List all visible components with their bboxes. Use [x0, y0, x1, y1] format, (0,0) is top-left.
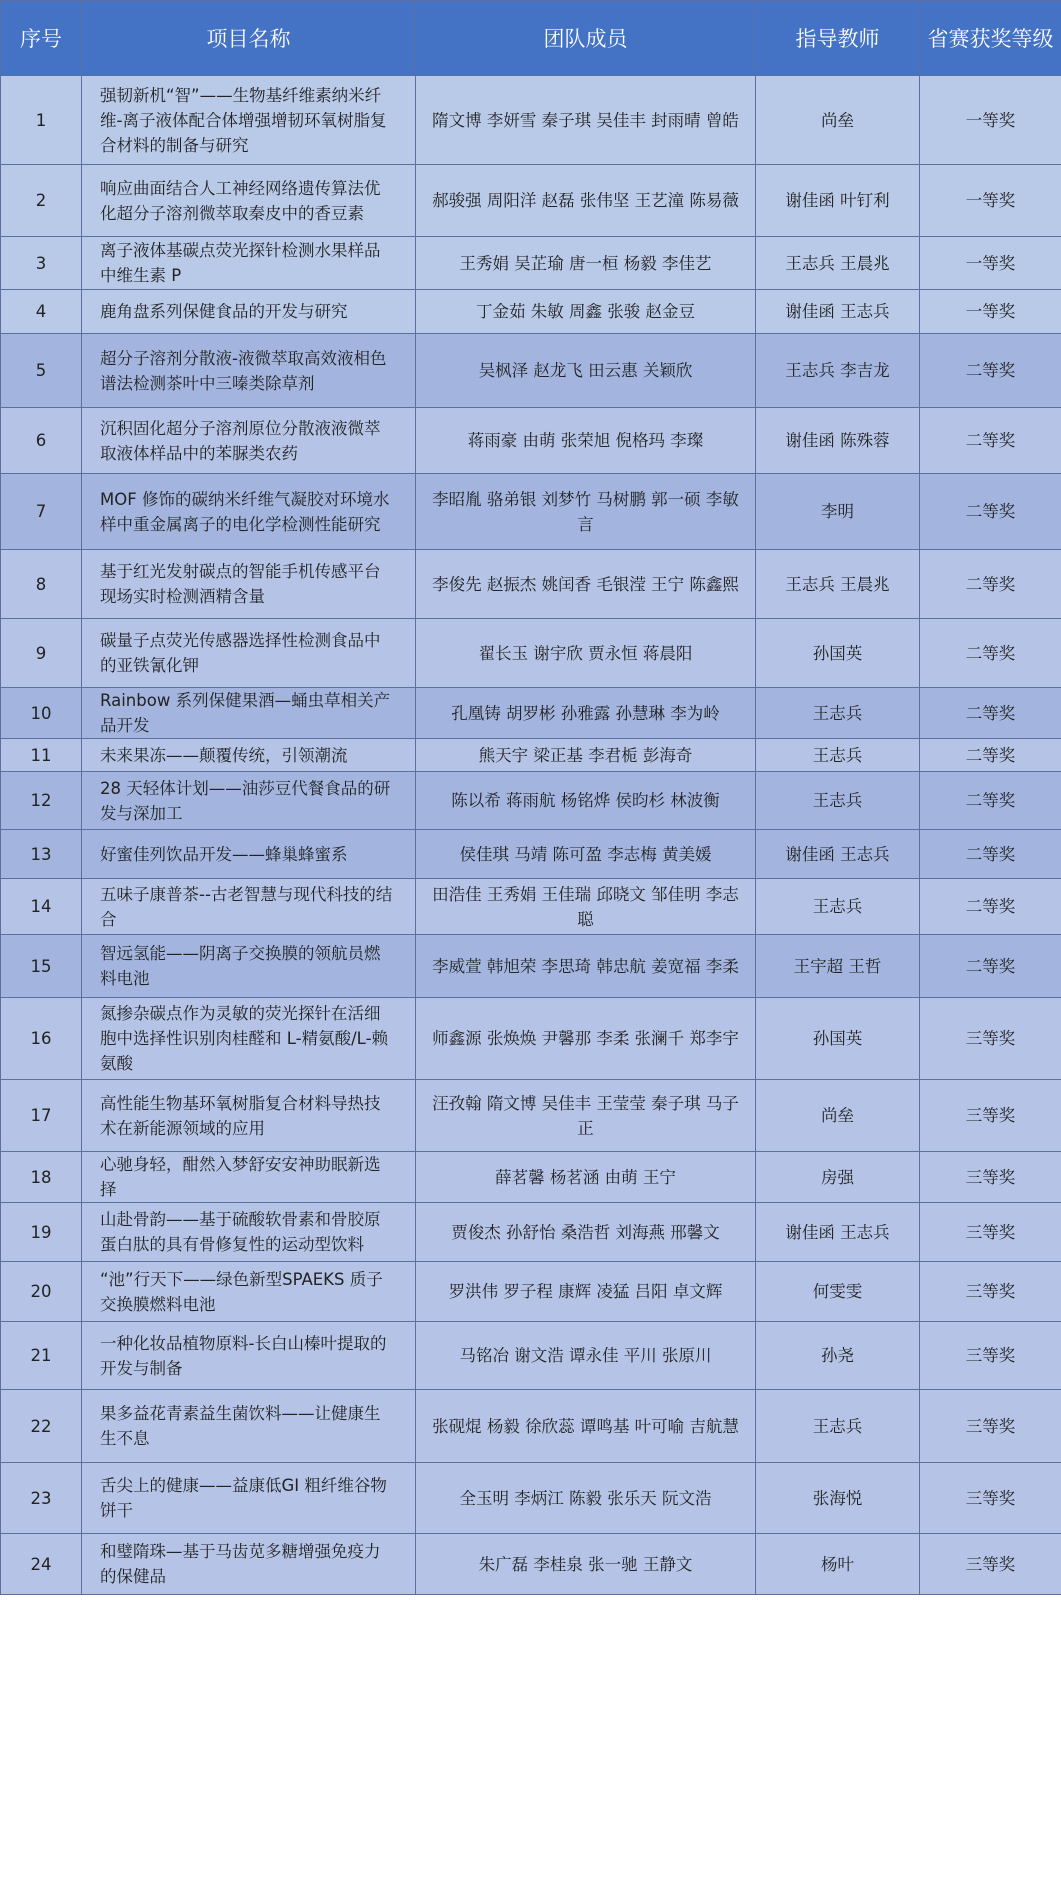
table-row	[1, 474, 1061, 550]
cell-members: 李昭胤 骆弟银 刘梦竹 马树鹏 郭一硕 李敏言	[416, 474, 756, 550]
cell-award: 一等奖	[920, 290, 1061, 334]
cell-number: 18	[1, 1152, 82, 1203]
cell-number: 5	[1, 334, 82, 408]
cell-project: “池”行天下——绿色新型SPAEKS 质子交换膜燃料电池	[82, 1262, 416, 1322]
cell-number: 16	[1, 998, 82, 1080]
table-row	[1, 290, 1061, 334]
cell-members: 师鑫源 张焕焕 尹馨那 李柔 张澜千 郑李宇	[416, 998, 756, 1080]
cell-award: 三等奖	[920, 1534, 1061, 1595]
cell-teacher: 谢佳函 叶钉利	[756, 165, 920, 237]
cell-project: 离子液体基碳点荧光探针检测水果样品中维生素 P	[82, 237, 416, 290]
cell-members: 李俊先 赵振杰 姚闰香 毛银滢 王宁 陈鑫熙	[416, 550, 756, 619]
cell-members: 张砚焜 杨毅 徐欣蕊 谭鸣基 叶可喻 吉航慧	[416, 1390, 756, 1463]
cell-project: 基于红光发射碳点的智能手机传感平台现场实时检测酒精含量	[82, 550, 416, 619]
table-row	[1, 334, 1061, 408]
table-row	[1, 408, 1061, 474]
cell-teacher: 何雯雯	[756, 1262, 920, 1322]
header-row	[1, 1, 1061, 76]
cell-members: 罗洪伟 罗子程 康辉 凌猛 吕阳 卓文辉	[416, 1262, 756, 1322]
cell-number: 13	[1, 830, 82, 879]
table-row	[1, 1080, 1061, 1152]
cell-members: 田浩佳 王秀娟 王佳瑞 邱晓文 邹佳明 李志聪	[416, 879, 756, 935]
table-row	[1, 998, 1061, 1080]
cell-project: 碳量子点荧光传感器选择性检测食品中的亚铁氰化钾	[82, 619, 416, 688]
cell-members: 贾俊杰 孙舒怡 桑浩哲 刘海燕 邢馨文	[416, 1203, 756, 1262]
cell-teacher: 张海悦	[756, 1463, 920, 1534]
cell-project: 强韧新机“智”——生物基纤维素纳米纤维-离子液体配合体增强增韧环氧树脂复合材料的制备与研究	[82, 76, 416, 165]
cell-award: 二等奖	[920, 739, 1061, 772]
cell-number: 8	[1, 550, 82, 619]
table-row	[1, 1534, 1061, 1595]
cell-award: 二等奖	[920, 334, 1061, 408]
cell-award: 三等奖	[920, 1152, 1061, 1203]
cell-members: 薛茗馨 杨茗涵 由萌 王宁	[416, 1152, 756, 1203]
cell-teacher: 王志兵	[756, 879, 920, 935]
table-row	[1, 935, 1061, 998]
cell-project: 一种化妆品植物原料-长白山榛叶提取的开发与制备	[82, 1322, 416, 1390]
table-body	[1, 76, 1061, 1595]
cell-number: 9	[1, 619, 82, 688]
cell-award: 三等奖	[920, 1390, 1061, 1463]
cell-award: 二等奖	[920, 830, 1061, 879]
table-row	[1, 688, 1061, 739]
cell-project: 响应曲面结合人工神经网络遗传算法优化超分子溶剂微萃取秦皮中的香豆素	[82, 165, 416, 237]
cell-number: 19	[1, 1203, 82, 1262]
cell-teacher: 王志兵 王晨兆	[756, 237, 920, 290]
table-row	[1, 1463, 1061, 1534]
cell-project: 高性能生物基环氧树脂复合材料导热技术在新能源领域的应用	[82, 1080, 416, 1152]
cell-number: 15	[1, 935, 82, 998]
cell-project: 28 天轻体计划——油莎豆代餐食品的研发与深加工	[82, 772, 416, 830]
cell-number: 4	[1, 290, 82, 334]
cell-project: 鹿角盘系列保健食品的开发与研究	[82, 290, 416, 334]
cell-teacher: 谢佳函 陈殊蓉	[756, 408, 920, 474]
cell-award: 三等奖	[920, 1203, 1061, 1262]
cell-number: 14	[1, 879, 82, 935]
cell-teacher: 尚垒	[756, 1080, 920, 1152]
table-row	[1, 1152, 1061, 1203]
table-row	[1, 739, 1061, 772]
cell-number: 12	[1, 772, 82, 830]
cell-award: 三等奖	[920, 998, 1061, 1080]
cell-teacher: 孙国英	[756, 998, 920, 1080]
cell-teacher: 谢佳函 王志兵	[756, 290, 920, 334]
cell-award: 一等奖	[920, 165, 1061, 237]
cell-award: 二等奖	[920, 474, 1061, 550]
cell-project: 果多益花青素益生菌饮料——让健康生生不息	[82, 1390, 416, 1463]
cell-members: 隋文博 李妍雪 秦子琪 吴佳丰 封雨晴 曾皓	[416, 76, 756, 165]
cell-award: 三等奖	[920, 1463, 1061, 1534]
cell-number: 17	[1, 1080, 82, 1152]
table-row	[1, 237, 1061, 290]
cell-number: 23	[1, 1463, 82, 1534]
cell-number: 7	[1, 474, 82, 550]
cell-number: 10	[1, 688, 82, 739]
cell-teacher: 王宇超 王哲	[756, 935, 920, 998]
cell-members: 朱广磊 李桂泉 张一驰 王静文	[416, 1534, 756, 1595]
table-row	[1, 165, 1061, 237]
cell-teacher: 房强	[756, 1152, 920, 1203]
cell-members: 马铭冶 谢文浩 谭永佳 平川 张原川	[416, 1322, 756, 1390]
cell-teacher: 王志兵	[756, 739, 920, 772]
table-row	[1, 1262, 1061, 1322]
cell-number: 24	[1, 1534, 82, 1595]
cell-teacher: 王志兵	[756, 688, 920, 739]
cell-members: 侯佳琪 马靖 陈可盈 李志梅 黄美媛	[416, 830, 756, 879]
cell-award: 二等奖	[920, 619, 1061, 688]
cell-teacher: 孙国英	[756, 619, 920, 688]
cell-award: 二等奖	[920, 935, 1061, 998]
cell-members: 全玉明 李炳江 陈毅 张乐天 阮文浩	[416, 1463, 756, 1534]
cell-teacher: 王志兵 李吉龙	[756, 334, 920, 408]
cell-project: 未来果冻——颠覆传统，引领潮流	[82, 739, 416, 772]
cell-number: 22	[1, 1390, 82, 1463]
cell-members: 郝骏强 周阳洋 赵磊 张伟坚 王艺潼 陈易薇	[416, 165, 756, 237]
cell-teacher: 尚垒	[756, 76, 920, 165]
cell-members: 丁金茹 朱敏 周鑫 张骏 赵金豆	[416, 290, 756, 334]
cell-project: 氮掺杂碳点作为灵敏的荧光探针在活细胞中选择性识别肉桂醛和 L-精氨酸/L-赖氨酸	[82, 998, 416, 1080]
header-teacher: 指导教师	[756, 1, 920, 76]
header-award: 省赛获奖等级	[920, 1, 1061, 76]
table-row	[1, 619, 1061, 688]
cell-award: 二等奖	[920, 408, 1061, 474]
table-row	[1, 1203, 1061, 1262]
cell-project: 超分子溶剂分散液-液微萃取高效液相色谱法检测茶叶中三嗪类除草剂	[82, 334, 416, 408]
cell-number: 6	[1, 408, 82, 474]
cell-members: 吴枫泽 赵龙飞 田云惠 关颖欣	[416, 334, 756, 408]
cell-teacher: 杨叶	[756, 1534, 920, 1595]
header-project: 项目名称	[82, 1, 416, 76]
cell-members: 翟长玉 谢宇欣 贾永恒 蒋晨阳	[416, 619, 756, 688]
cell-project: 智远氢能——阴离子交换膜的领航员燃料电池	[82, 935, 416, 998]
cell-members: 汪孜翰 隋文博 吴佳丰 王莹莹 秦子琪 马子正	[416, 1080, 756, 1152]
cell-number: 2	[1, 165, 82, 237]
cell-award: 二等奖	[920, 879, 1061, 935]
cell-project: 山赴骨韵——基于硫酸软骨素和骨胶原蛋白肽的具有骨修复性的运动型饮料	[82, 1203, 416, 1262]
cell-award: 三等奖	[920, 1262, 1061, 1322]
cell-members: 陈以希 蒋雨航 杨铭烨 侯昀杉 林波衡	[416, 772, 756, 830]
table-row	[1, 550, 1061, 619]
cell-project: 好蜜佳列饮品开发——蜂巢蜂蜜系	[82, 830, 416, 879]
header-number: 序号	[1, 1, 82, 76]
table-row	[1, 76, 1061, 165]
table-row	[1, 772, 1061, 830]
cell-teacher: 王志兵	[756, 772, 920, 830]
table-row	[1, 1390, 1061, 1463]
cell-number: 1	[1, 76, 82, 165]
cell-members: 熊天宇 梁正基 李君栀 彭海奇	[416, 739, 756, 772]
cell-teacher: 谢佳函 王志兵	[756, 830, 920, 879]
cell-award: 三等奖	[920, 1322, 1061, 1390]
cell-award: 一等奖	[920, 76, 1061, 165]
cell-teacher: 李明	[756, 474, 920, 550]
cell-teacher: 孙尧	[756, 1322, 920, 1390]
cell-award: 一等奖	[920, 237, 1061, 290]
cell-project: 舌尖上的健康——益康低GI 粗纤维谷物饼干	[82, 1463, 416, 1534]
cell-award: 二等奖	[920, 688, 1061, 739]
cell-number: 20	[1, 1262, 82, 1322]
table-row	[1, 879, 1061, 935]
cell-project: MOF 修饰的碳纳米纤维气凝胶对环境水样中重金属离子的电化学检测性能研究	[82, 474, 416, 550]
cell-project: 五味子康普茶--古老智慧与现代科技的结合	[82, 879, 416, 935]
cell-members: 孔凰铸 胡罗彬 孙雅露 孙慧琳 李为岭	[416, 688, 756, 739]
cell-project: Rainbow 系列保健果酒—蛹虫草相关产品开发	[82, 688, 416, 739]
cell-project: 心驰身轻，酣然入梦舒安安神助眠新选择	[82, 1152, 416, 1203]
cell-project: 沉积固化超分子溶剂原位分散液液微萃取液体样品中的苯脲类农药	[82, 408, 416, 474]
cell-number: 21	[1, 1322, 82, 1390]
table-row	[1, 1322, 1061, 1390]
cell-members: 王秀娟 吴芷瑜 唐一桓 杨毅 李佳艺	[416, 237, 756, 290]
cell-members: 李威萱 韩旭荣 李思琦 韩忠航 姜宽福 李柔	[416, 935, 756, 998]
cell-project: 和璧隋珠—基于马齿苋多糖增强免疫力的保健品	[82, 1534, 416, 1595]
cell-award: 二等奖	[920, 550, 1061, 619]
cell-award: 二等奖	[920, 772, 1061, 830]
table-row	[1, 830, 1061, 879]
header-members: 团队成员	[416, 1, 756, 76]
cell-number: 3	[1, 237, 82, 290]
cell-teacher: 王志兵	[756, 1390, 920, 1463]
cell-number: 11	[1, 739, 82, 772]
cell-teacher: 王志兵 王晨兆	[756, 550, 920, 619]
cell-members: 蒋雨豪 由萌 张荣旭 倪格玛 李璨	[416, 408, 756, 474]
cell-teacher: 谢佳函 王志兵	[756, 1203, 920, 1262]
cell-award: 三等奖	[920, 1080, 1061, 1152]
